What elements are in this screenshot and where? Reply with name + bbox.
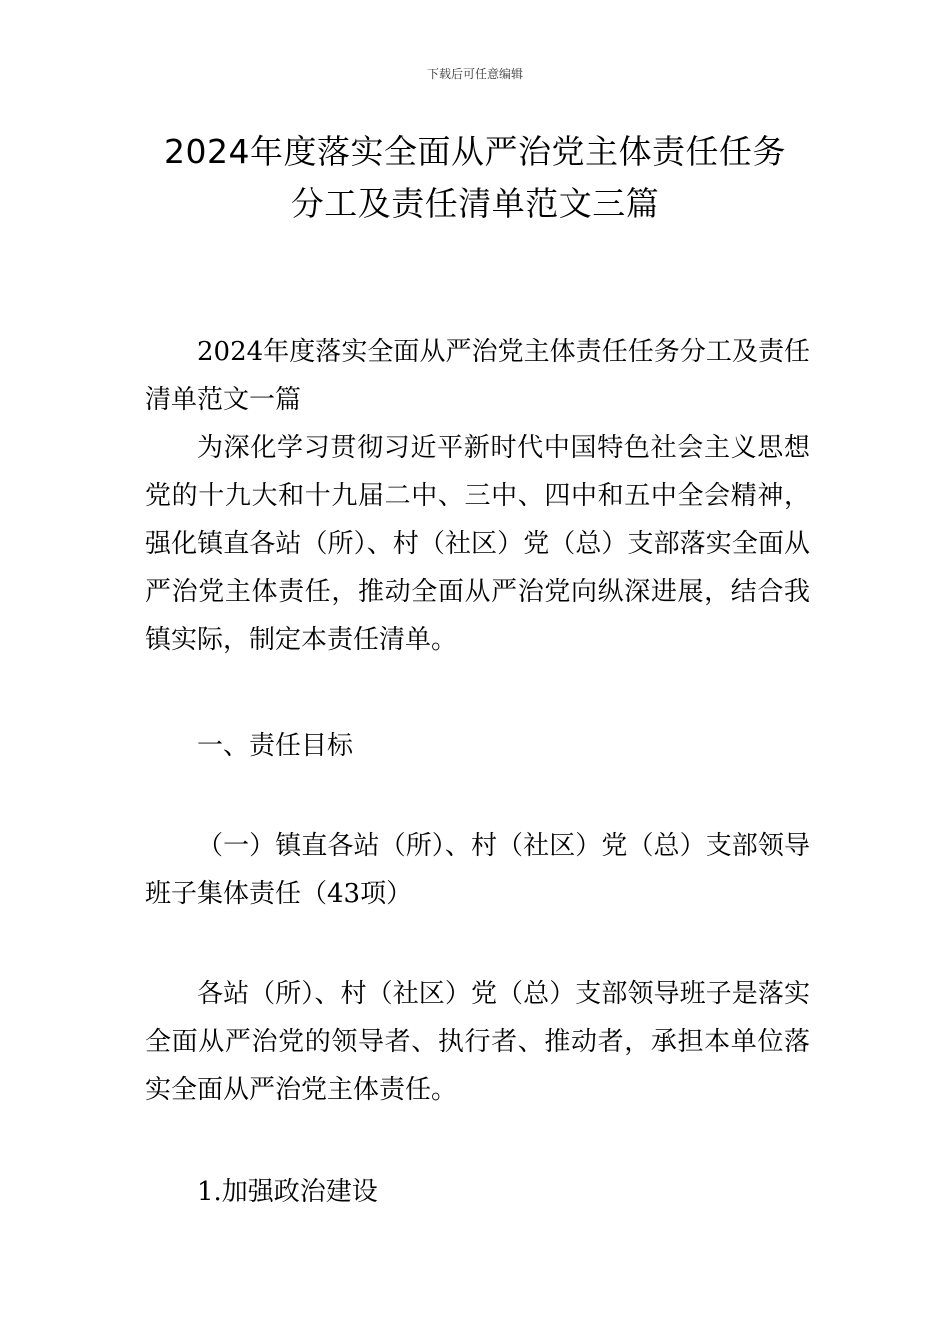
header-note: 下载后可任意编辑 xyxy=(426,67,523,81)
item-heading-1: 1.加强政治建设 xyxy=(197,1177,378,1207)
body-paragraph-1: 各站（所）、村（社区）党（总）支部领导班子是落实全面从严治党的领导者、执行者、推动者，承担本单位落实全面从严治党主体责任。 xyxy=(145,979,810,1105)
title-line-1: 2024年度落实全面从严治党主体责任任务 xyxy=(164,132,786,171)
document-subtitle: 2024年度落实全面从严治党主体责任任务分工及责任清单范文一篇 xyxy=(145,337,810,415)
document-title xyxy=(120,126,830,230)
intro-paragraph: 为深化学习贯彻习近平新时代中国特色社会主义思想党的十九大和十九届二中、三中、四中和五中全会精神，强化镇直各站（所）、村（社区）党（总）支部落实全面从严治党主体责任，推动全面从严治党向纵深进展，结合我镇实际，制定本责任清单。 xyxy=(145,433,810,655)
section-heading-1: 一、责任目标 xyxy=(197,731,354,761)
subsection-heading-1: （一）镇直各站（所）、村（社区）党（总）支部领导班子集体责任（43项） xyxy=(145,831,810,909)
title-line-2: 分工及责任清单范文三篇 xyxy=(290,184,660,223)
